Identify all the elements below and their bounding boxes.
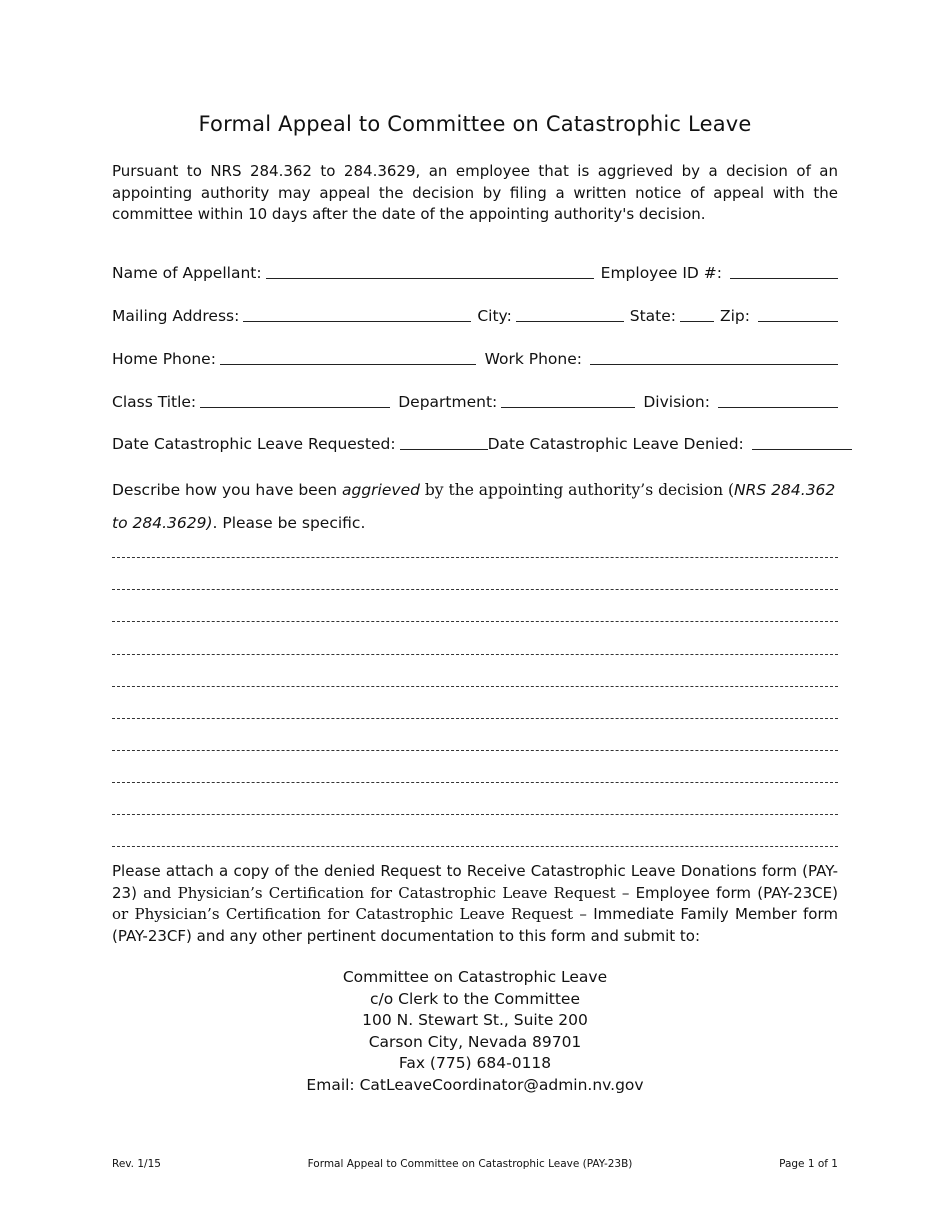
- answer-line[interactable]: [112, 556, 838, 558]
- class-title-input-line[interactable]: [200, 406, 390, 408]
- attach-instructions: [112, 861, 838, 947]
- answer-line[interactable]: [112, 717, 838, 719]
- date-denied-field: [488, 435, 852, 453]
- fax-line: Fax (775) 684-0118: [398, 1054, 552, 1072]
- mailing-address-label: Mailing Address:: [112, 307, 240, 325]
- work-phone-label: Work Phone:: [484, 350, 582, 368]
- work-phone-field: [485, 350, 838, 368]
- date-denied-input-line[interactable]: [752, 448, 852, 450]
- city-field: [477, 307, 623, 325]
- department-input-line[interactable]: [501, 406, 635, 408]
- row-address: [112, 303, 838, 325]
- department-label: Department:: [398, 393, 498, 411]
- row-class: [112, 389, 838, 411]
- answer-line[interactable]: [112, 685, 838, 687]
- division-field: [643, 393, 838, 411]
- mailing-address-block: [0, 967, 950, 1096]
- city-label: City:: [477, 307, 512, 325]
- row-phones: [112, 346, 838, 368]
- intro-paragraph: Pursuant to NRS 284.362 to 284.3629, an employee that is aggrieved by a decision of an appointing authority may appeal the decision by filing a written notice of appeal with the committee within 10 days after the date of the appointing authority's decision.: [112, 162, 838, 223]
- answer-line[interactable]: [112, 749, 838, 751]
- answer-line[interactable]: [112, 620, 838, 622]
- date-requested-label: Date Catastrophic Leave Requested:: [112, 435, 396, 453]
- date-denied-label: Date Catastrophic Leave Denied:: [487, 435, 744, 453]
- answer-line[interactable]: [112, 781, 838, 783]
- employee-id-label: Employee ID #:: [600, 264, 722, 282]
- work-phone-input-line[interactable]: [590, 363, 838, 365]
- home-phone-input-line[interactable]: [220, 363, 476, 365]
- answer-line[interactable]: [112, 845, 838, 847]
- address-line: Carson City, Nevada 89701: [368, 1032, 582, 1051]
- appellant-name-label: Name of Appellant:: [112, 264, 262, 282]
- date-requested-field: [112, 435, 488, 453]
- describe-text-2: by the appointing authority’s decision (: [419, 481, 735, 499]
- answer-line[interactable]: [112, 588, 838, 590]
- date-requested-input-line[interactable]: [400, 448, 488, 450]
- attach-text-3: Employee form (PAY-23CE): [635, 883, 838, 902]
- row-appellant: [112, 260, 838, 282]
- describe-text-1: Describe how you have been: [112, 481, 342, 499]
- describe-prompt: [112, 474, 838, 540]
- row-dates: [112, 431, 838, 453]
- state-label: State:: [629, 307, 677, 325]
- employee-id-field: [601, 264, 838, 282]
- revision-label: Rev. 1/15: [112, 1158, 161, 1170]
- attach-text-5: Immediate Family Member form (PAY-23CF) and any other pertinent documentation to this form and submit to:: [112, 905, 838, 945]
- division-label: Division:: [643, 393, 710, 411]
- class-title-label: Class Title:: [112, 393, 197, 411]
- form-title: Formal Appeal to Committee on Catastrophic Leave: [198, 112, 752, 136]
- address-line: 100 N. Stewart St., Suite 200: [362, 1011, 588, 1029]
- state-input-line[interactable]: [680, 320, 714, 322]
- page-number: Page 1 of 1: [779, 1158, 838, 1170]
- city-input-line[interactable]: [516, 320, 624, 322]
- attach-text-2: and Physician’s Certification for Catastrophic Leave Request –: [143, 883, 636, 902]
- describe-emphasis: aggrieved: [342, 481, 420, 499]
- employee-id-input-line[interactable]: [730, 277, 838, 279]
- attach-text-1: Please attach a copy of the denied Request to Receive Catastrophic Leave Donations form (PAY-23): [112, 862, 838, 902]
- home-phone-field: [112, 350, 476, 368]
- answer-line[interactable]: [112, 653, 838, 655]
- department-field: [398, 393, 635, 411]
- attach-text-4: or Physician’s Certification for Catastrophic Leave Request –: [112, 905, 594, 923]
- address-line: c/o Clerk to the Committee: [370, 989, 580, 1008]
- zip-label: Zip:: [720, 307, 750, 325]
- appellant-name-input-line[interactable]: [266, 277, 594, 279]
- footer-form-name: Formal Appeal to Committee on Catastrophic Leave (PAY-23B): [307, 1158, 633, 1170]
- home-phone-label: Home Phone:: [112, 350, 216, 368]
- answer-line[interactable]: [112, 813, 838, 815]
- address-line: Committee on Catastrophic Leave: [342, 968, 608, 986]
- describe-text-3: . Please be specific.: [212, 514, 366, 532]
- describe-citation: NRS 284.362 to 284.3629): [112, 481, 836, 532]
- mailing-address-input-line[interactable]: [243, 320, 471, 322]
- class-title-field: [112, 393, 390, 411]
- division-input-line[interactable]: [718, 406, 838, 408]
- mailing-address-field: [112, 307, 471, 325]
- page-footer: [112, 1158, 838, 1170]
- appellant-name-field: [112, 264, 594, 282]
- email-line: Email: CatLeaveCoordinator@admin.nv.gov: [306, 1075, 644, 1094]
- state-field: [630, 307, 714, 325]
- zip-field: [720, 307, 838, 325]
- zip-input-line[interactable]: [758, 320, 838, 322]
